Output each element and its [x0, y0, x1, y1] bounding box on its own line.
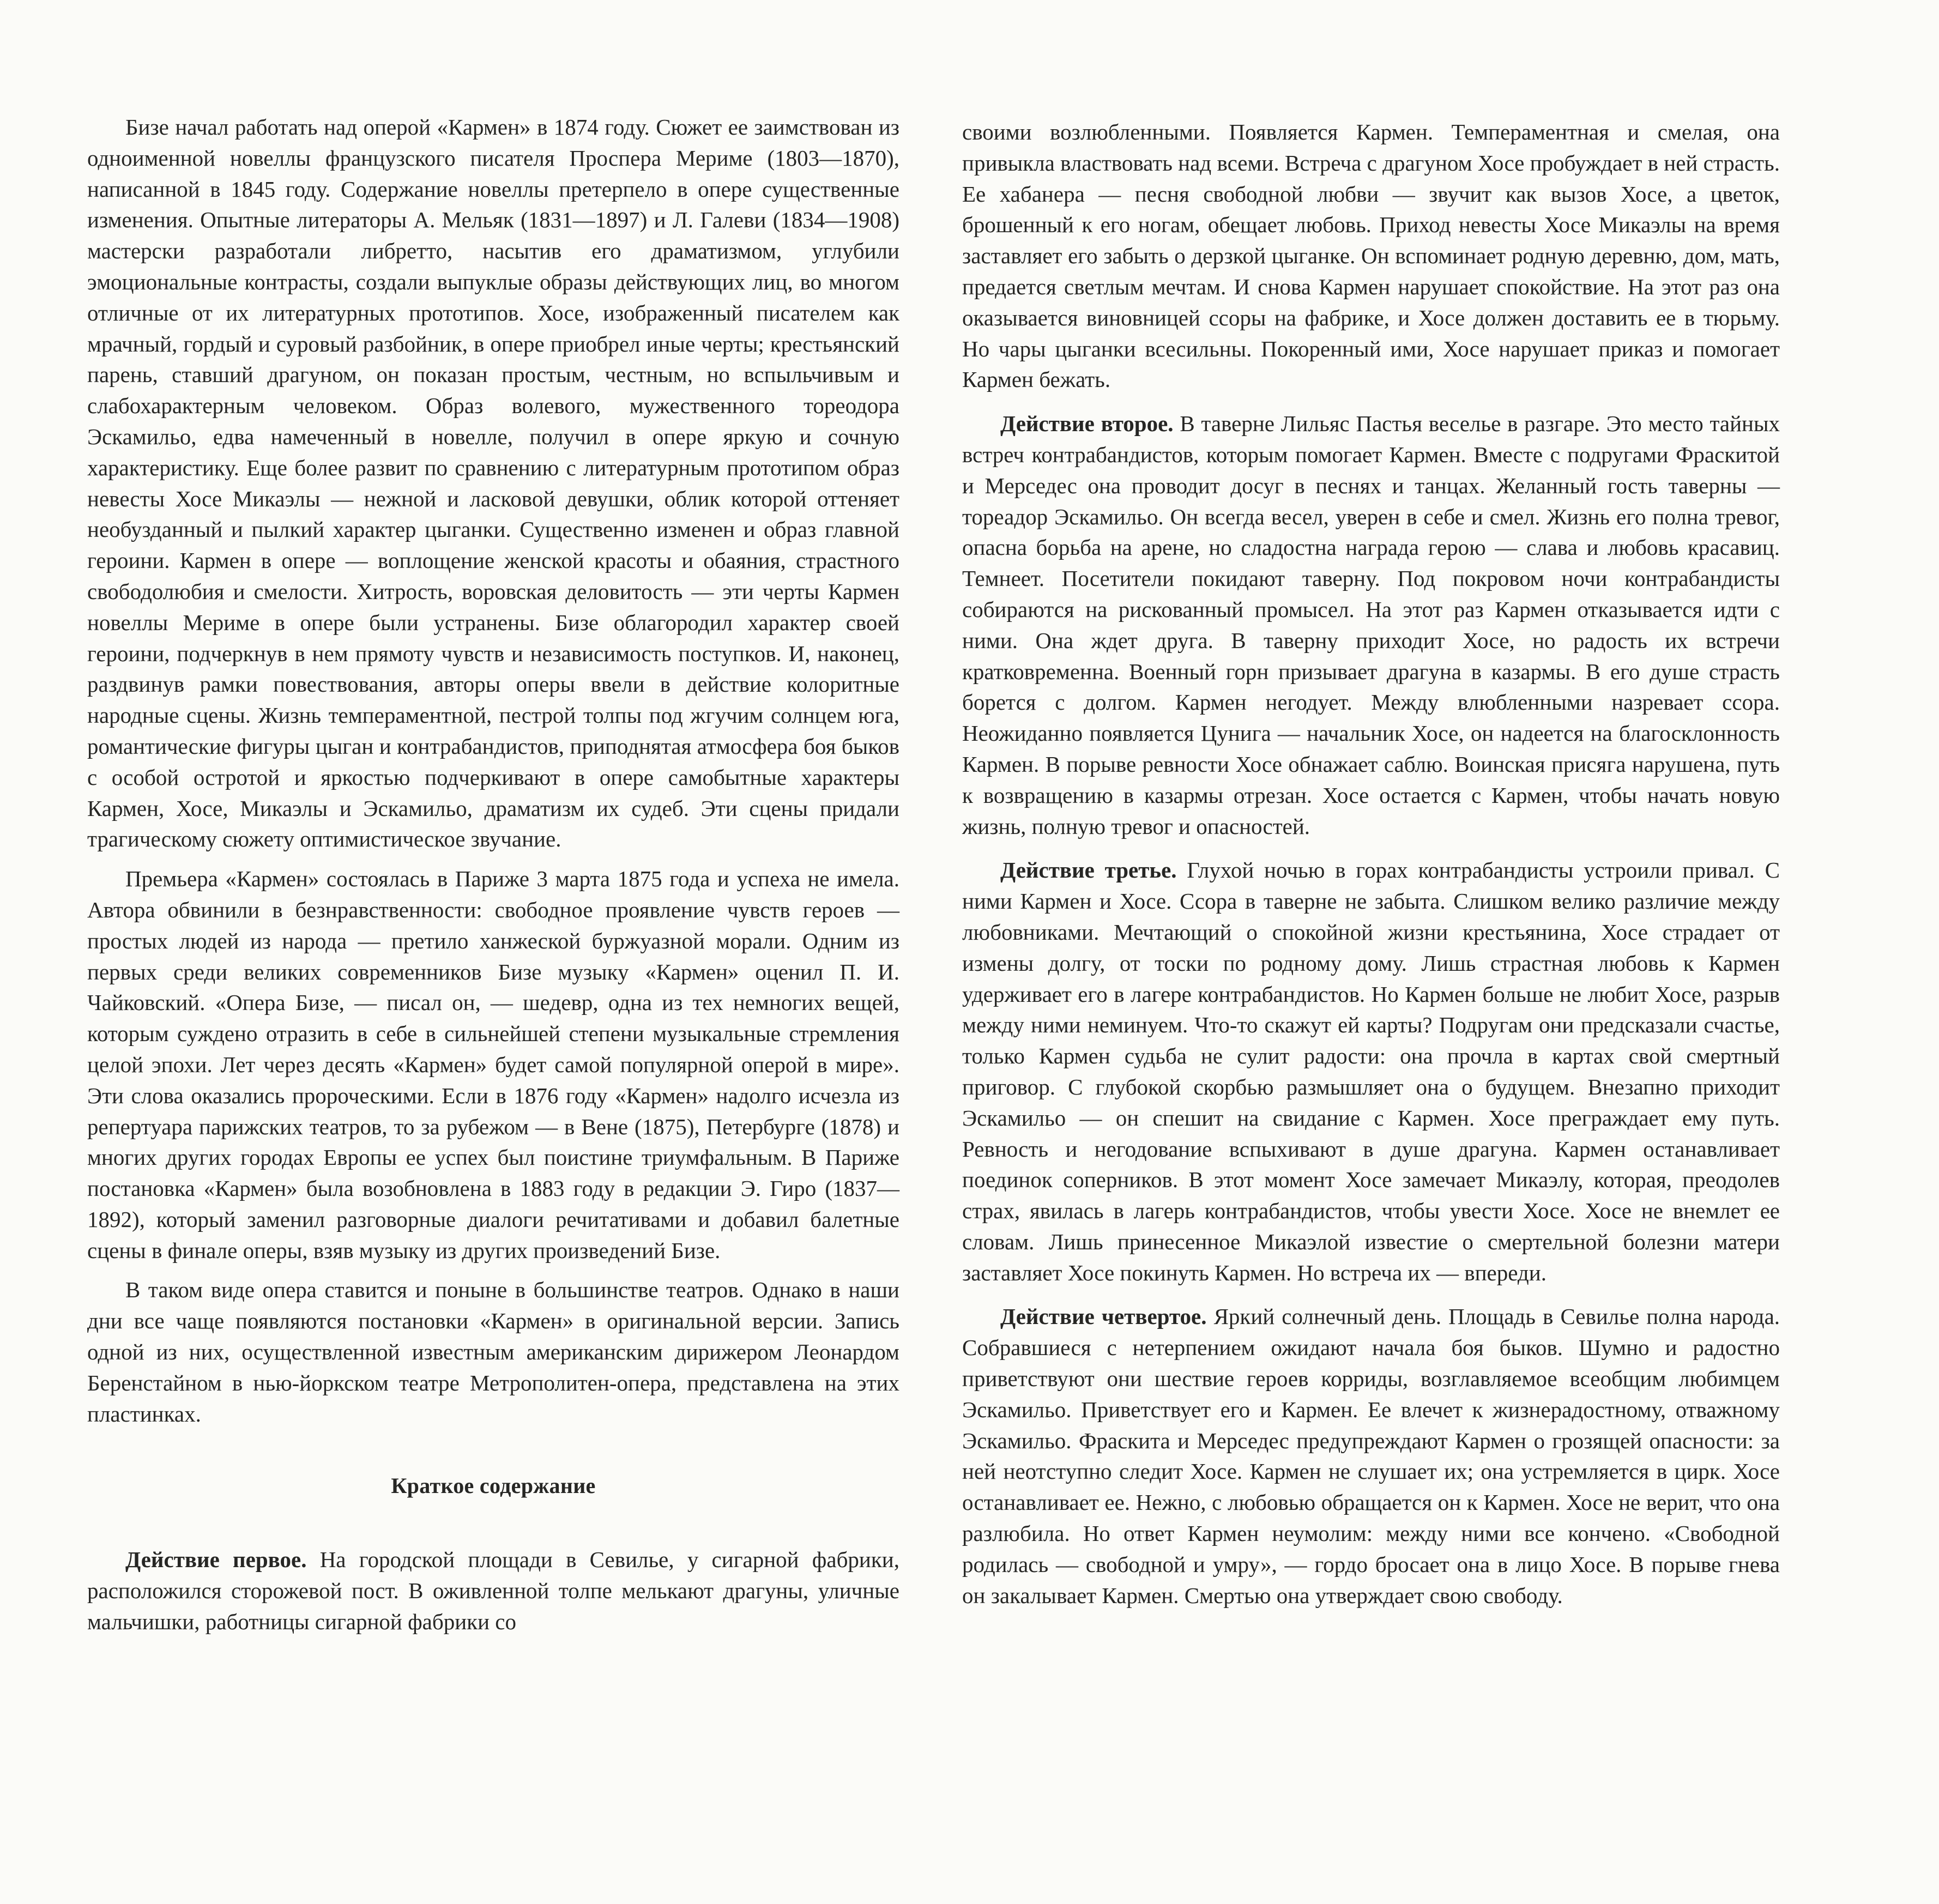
intro-paragraph-2: Премьера «Кармен» состоялась в Париже 3 марта 1875 года и успеха не имела. Автора обвинили в безнравственности: свободное проявление чувств героев — простых людей из народа — претило ханжеской буржуазной морали. Одним из первых среди великих современников Бизе музыку «Кармен» оценил П. И. Чайковский. «Опера Бизе, — писал он, — шедевр, одна из тех немногих вещей, которым суждено отразить в себе в сильнейшей степени музыкальные стремления целой эпохи. Лет через десять «Кармен» будет самой популярной оперой в мире». Эти слова оказались пророческими. Если в 1876 году «Кармен» надолго исчезла из репертуара парижских театров, то за рубежом — в Вене (1875), Петербурге (1878) и многих других городах Европы ее успех был поистине триумфальным. В Париже постановка «Кармен» была возобновлена в 1883 году в редакции Э. Гиро (1837—1892), который заменил разговорные диалоги речитативами и добавил балетные сцены в финале оперы, взяв музыку из других произведений Бизе. — [87, 866, 899, 1263]
act1-paragraph-end: своими возлюбленными. Появляется Кармен. Темпераментная и смелая, она привыкла властвовать над всеми. Встреча с драгуном Хосе пробуждает в ней страсть. Ее хабанера — песня свободной любви — звучит как вызов Хосе, а цветок, брошенный к его ногам, обещает любовь. Приход невесты Хосе Микаэлы на время заставляет его забыть о дерзкой цыганке. Он вспоминает родную деревню, дом, мать, предается светлым мечтам. И снова Кармен нарушает спокойствие. На этот раз она оказывается виновницей ссоры на фабрике, и Хосе должен доставить ее в тюрьму. Но чары цыганки всесильны. Покоренный ими, Хосе нарушает приказ и помогает Кармен бежать. — [962, 119, 1780, 392]
left-column — [87, 112, 899, 1637]
act2-paragraph — [962, 408, 1780, 842]
act1-heading: Действие первое. — [125, 1547, 307, 1573]
act2-heading: Действие второе. — [1000, 411, 1174, 437]
act4-paragraph — [962, 1301, 1780, 1611]
intro-paragraph-1: Бизе начал работать над оперой «Кармен» в 1874 году. Сюжет ее заимствован из одноименной новеллы французского писателя Проспера Мериме (1803—1870), написанной в 1845 году. Содержание новеллы претерпело в опере существенные изменения. Опытные литераторы А. Мельяк (1831—1897) и Л. Галеви (1834—1908) мастерски разработали либретто, насытив его драматизмом, углубили эмоциональные контрасты, создали выпуклые образы действующих лиц, во многом отличные от их литературных прототипов. Хосе, изображенный писателем как мрачный, гордый и суровый разбойник, в опере приобрел иные черты; крестьянский парень, ставший драгуном, он показан простым, честным, но вспыльчивым и слабохарактерным человеком. Образ волевого, мужественного тореодора Эскамильо, едва намеченный в новелле, получил в опере яркую и сочную характеристику. Еще более развит по сравнению с литературным прототипом образ невесты Хосе Микаэлы — нежной и ласковой девушки, облик которой оттеняет необузданный и пылкий характер цыганки. Существенно изменен и образ главной героини. Кармен в опере — воплощение женской красоты и обаяния, страстного свободолюбия и смелости. Хитрость, воровская деловитость — эти черты Кармен новеллы Мериме в опере были устранены. Бизе облагородил характер своей героини, подчеркнув в нем прямоту чувств и независимость поступков. И, наконец, раздвинув рамки повествования, авторы оперы ввели в действие колоритные народные сцены. Жизнь темпераментной, пестрой толпы под жгучим солнцем юга, романтические фигуры цыган и контрабандистов, приподнятая атмосфера боя быков с особой остротой и яркостью подчеркивают в опере самобытные характеры Кармен, Хосе, Микаэлы и Эскамильо, драматизм их судеб. Эти сцены придали трагическому сюжету оптимистическое звучание. — [87, 114, 899, 852]
summary-title: Краткое содержание — [391, 1473, 596, 1498]
act1-paragraph-start — [87, 1544, 899, 1637]
act4-text: Яркий солнечный день. Площадь в Севилье полна народа. Собравшиеся с нетерпением ожидают начала боя быков. Шумно и радостно приветствуют они шествие героев корриды, возглавляемое всеобщим любимцем Эскамильо. Приветствует его и Кармен. Ее влечет к жизнерадостному, отважному Эскамильо. Фраскита и Мерседес предупреждают Кармен о грозящей опасности: за ней неотступно следит Хосе. Кармен не слушает их; она устремляется в цирк. Хосе останавливает ее. Нежно, с любовью обращается он к Кармен. Хосе не верит, что она разлюбила. Но ответ Кармен неумолим: между ними все кончено. «Свободной родилась — свободной и умру», — гордо бросает она в лицо Хосе. В порыве гнева он закалывает Кармен. Смертью она утверждает свою свободу. — [962, 1304, 1780, 1608]
right-column — [962, 117, 1780, 1611]
act2-text: В таверне Лильяс Пастья веселье в разгаре. Это место тайных встреч контрабандистов, которым помогает Кармен. Вместе с подругами Фраскитой и Мерседес она проводит досуг в песнях и танцах. Желанный гость таверны — тореадор Эскамильо. Он всегда весел, уверен в себе и смел. Жизнь его полна тревог, опасна борьба на арене, но сладостна награда герою — слава и любовь красавиц. Темнеет. Посетители покидают таверну. Под покровом ночи контрабандисты собираются на рискованный промысел. На этот раз Кармен отказывается идти с ними. Она ждет друга. В таверну приходит Хосе, но радость их встречи кратковременна. Военный горн призывает драгуна в казармы. В его душе страсть борется с долгом. Кармен негодует. Между влюбленными назревает ссора. Неожиданно появляется Цунига — начальник Хосе, он надеется на благосклонность Кармен. В порыве ревности Хосе обнажает саблю. Воинская присяга нарушена, путь к возвращению в казармы отрезан. Хосе остается с Кармен, чтобы начать новую жизнь, полную тревог и опасностей. — [962, 411, 1780, 839]
act3-paragraph — [962, 855, 1780, 1288]
act3-text: Глухой ночью в горах контрабандисты устроили привал. С ними Кармен и Хосе. Ссора в таверне не забыта. Слишком велико различие между любовниками. Мечтающий о спокойной жизни крестьянина, Хосе страдает от измены долгу, от тоски по родному дому. Лишь страстная любовь к Кармен удерживает его в лагере контрабандистов. Но Кармен больше не любит Хосе, разрыв между ними неминуем. Что-то скажут ей карты? Подругам они предсказали счастье, только Кармен судьба не сулит радости: она прочла в картах свой смертный приговор. С глубокой скорбью размышляет она о будущем. Внезапно приходит Эскамильо — он спешит на свидание с Кармен. Хосе преграждает ему путь. Ревность и негодование вспыхивают в душе драгуна. Кармен останавливает поединок соперников. В этот момент Хосе замечает Микаэлу, которая, преодолев страх, явилась в лагерь контрабандистов, чтобы увести Хосе. Хосе не внемлет ее словам. Лишь принесенное Микаэлой известие о смертельной болезни матери заставляет Хосе покинуть Кармен. Но встреча их — впереди. — [962, 857, 1780, 1285]
intro-paragraph-3: В таком виде опера ставится и поныне в большинстве театров. Однако в наши дни все чаще появляются постановки «Кармен» в оригинальной версии. Запись одной из них, осуществленной известным американским дирижером Леонардом Беренстайном в нью-йоркском театре Метрополитен-опера, представлена на этих пластинках. — [87, 1277, 899, 1427]
act3-heading: Действие третье. — [1000, 857, 1177, 883]
act4-heading: Действие четвертое. — [1000, 1304, 1207, 1329]
act1-text-start: На городской площади в Севилье, у сигарной фабрики, расположился сторожевой пост. В оживленной толпе мелькают драгуны, уличные мальчишки, работницы сигарной фабрики со — [87, 1547, 899, 1634]
